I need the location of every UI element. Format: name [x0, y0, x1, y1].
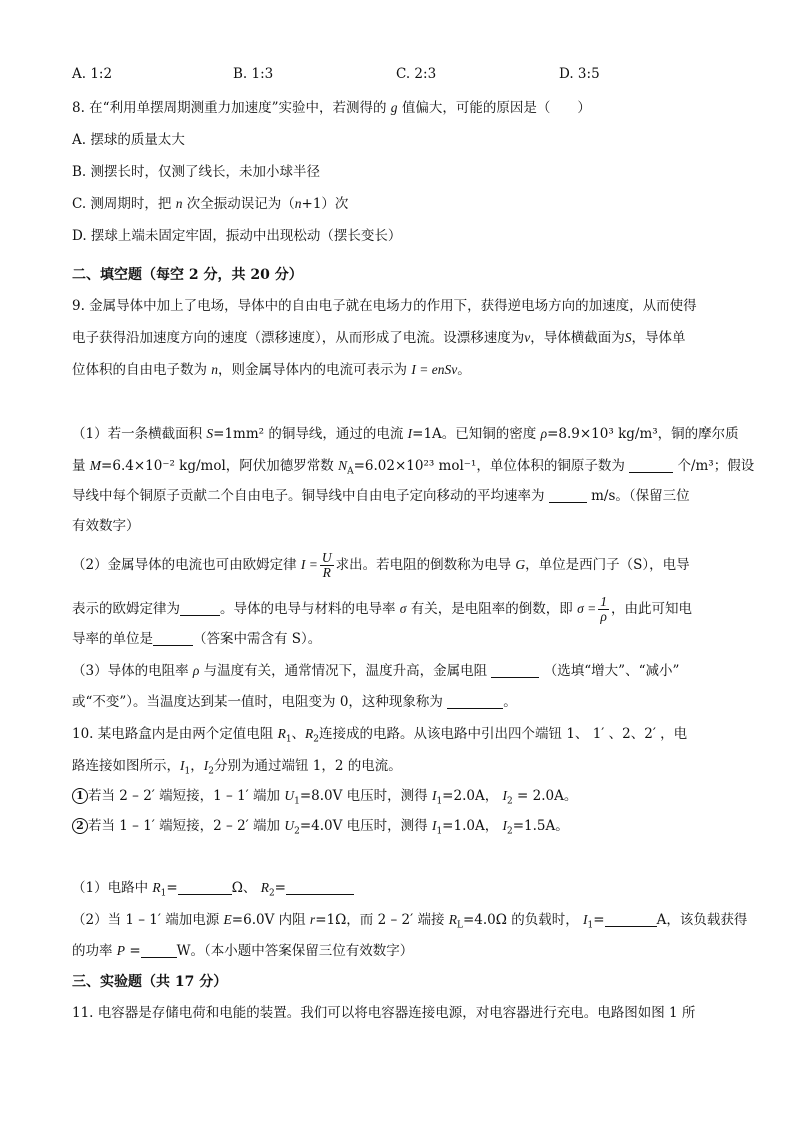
q9-part2-line-2: 表示的欧姆定律为 。导体的电导与材料的电导率 σ 有关，是电阻率的倒数，即 σ = $\frac{1}{\rho}$ ，由此可知电: [72, 594, 692, 624]
answer-blank[interactable]: [447, 694, 503, 709]
q8-option-a: A. 摆球的质量太大: [72, 132, 185, 148]
conductivity-fraction: $\frac{1}{\rho}$: [600, 594, 607, 624]
answer-blank[interactable]: [180, 601, 220, 616]
q9-part3-line-1: （3）导体的电阻率 ρ 与温度有关，通常情况下，温度升高，金属电阻 （选填“增大”、“减小”: [72, 663, 680, 679]
current-formula: I = enSv: [411, 362, 458, 377]
answer-blank[interactable]: [141, 943, 177, 958]
q10-line-1: 10. 某电路盒内是由两个定值电阻 $R_1$、$R_2$连接成的电路。从该电路中引出四个端钮 1、 1′ 、2、2′ ，电: [72, 726, 688, 745]
q11-line-1: 11. 电容器是存储电荷和电能的装置。我们可以将电容器连接电源，对电容器进行充电。电路图如图 1 所: [72, 1005, 696, 1021]
q10-condition-2: 2 若当 1 – 1′ 端短接，2 – 2′ 端加 $U_2=4.0V$ 电压时，测得 $I_1=1.0A$， $I_2=1.5A$。: [72, 816, 569, 842]
section-fill-in-title: 二、填空题（每空 2 分，共 20 分）: [72, 267, 303, 283]
q9-line-2: 电子获得沿加速度方向的速度（漂移速度），从而形成了电流。设漂移速度为v，导体横截面为S，导体单: [72, 330, 686, 346]
q7-option-a: A. 1:2: [72, 66, 113, 82]
answer-blank[interactable]: [605, 912, 657, 927]
q10-condition-1: 1 若当 2 – 2′ 端短接，1 – 1′ 端加 $U_1=8.0V$ 电压时，测得 $I_1=2.0A$， $I_2 = 2.0A$。: [72, 786, 577, 812]
q9-part2-line-1: （2）金属导体的电流也可由欧姆定律 I = $\frac{U}{R}$ 求出。若电阻的倒数称为电导 G，单位是西门子（S），电导: [72, 550, 690, 580]
q9-part2-line-3: 导率的单位是 （答案中需含有 S）。: [72, 631, 322, 647]
answer-blank[interactable]: [153, 631, 193, 646]
q8-option-d: D. 摆球上端未固定牢固，振动中出现松动（摆长变长）: [72, 228, 402, 244]
answer-blank[interactable]: [629, 458, 673, 473]
q9-line-3: 位体积的自由电子数为 n，则金属导体内的电流可表示为 I = enSv。: [72, 362, 471, 378]
answer-blank[interactable]: [549, 488, 587, 503]
circled-number: 1: [72, 788, 88, 804]
q10-part2-line-2: 的功率 P = W。（本小题中答案保留三位有效数字）: [72, 943, 414, 959]
q8-option-c: C. 测周期时，把 n 次全振动误记为（n+1）次: [72, 196, 349, 212]
q7-option-b: B. 1:3: [233, 66, 274, 82]
circled-number: 2: [72, 818, 88, 834]
q7-option-d: D. 3:5: [559, 66, 600, 82]
q10-line-2: 路连接如图所示，$I_1$，$I_2$分别为通过端钮 1，2 的电流。: [72, 758, 402, 777]
q10-part2-line-1: （2）当 1 – 1′ 端加电源 E=6.0V 内阻 r=1Ω，而 2 – 2′ 端接 $R_L=4.0\Omega$ 的负载时， $I_1= A$，该负载获得: [72, 912, 748, 931]
q10-part1: （1）电路中 $R_1= \Omega$、 $R_2=$: [72, 878, 354, 904]
ohms-law-fraction: $\frac{U}{R}$: [321, 550, 332, 580]
q9-part3-line-2: 或“不变”）。当温度达到某一值时，电阻变为 0，这种现象称为 。: [72, 694, 517, 710]
q8-stem: 8. 在“利用单摆周期测重力加速度”实验中，若测得的 g 值偏大，可能的原因是（ ）: [72, 100, 591, 116]
answer-blank[interactable]: [286, 880, 354, 895]
q9-part1-line-4: 有效数字）: [72, 518, 140, 534]
section-experiment-title: 三、实验题（共 17 分）: [72, 974, 228, 990]
answer-blank[interactable]: [491, 663, 539, 678]
q9-line-1: 9. 金属导体中加上了电场，导体中的自由电子就在电场力的作用下，获得逆电场方向的加速度，从而使得: [72, 298, 697, 314]
q9-part1-line-3: 导线中每个铜原子贡献二个自由电子。铜导线中自由电子定向移动的平均速率为 m/s。（保留三位: [72, 488, 690, 504]
q8-option-b: B. 测摆长时，仅测了线长，未加小球半径: [72, 164, 321, 180]
q9-part1-line-1: （1）若一条横截面积 S=1mm² 的铜导线，通过的电流 I=1A。已知铜的密度 ρ=8.9×10³ kg/m³，铜的摩尔质: [72, 426, 739, 442]
q7-option-c: C. 2:3: [396, 66, 437, 82]
answer-blank[interactable]: [178, 880, 232, 895]
q9-part1-line-2: 量 M=6.4×10⁻² kg/mol，阿伏加德罗常数 $N_A=6.02\times 10^{23}$ mol⁻¹，单位体积的铜原子数为 个/m³；假设: [72, 458, 755, 477]
